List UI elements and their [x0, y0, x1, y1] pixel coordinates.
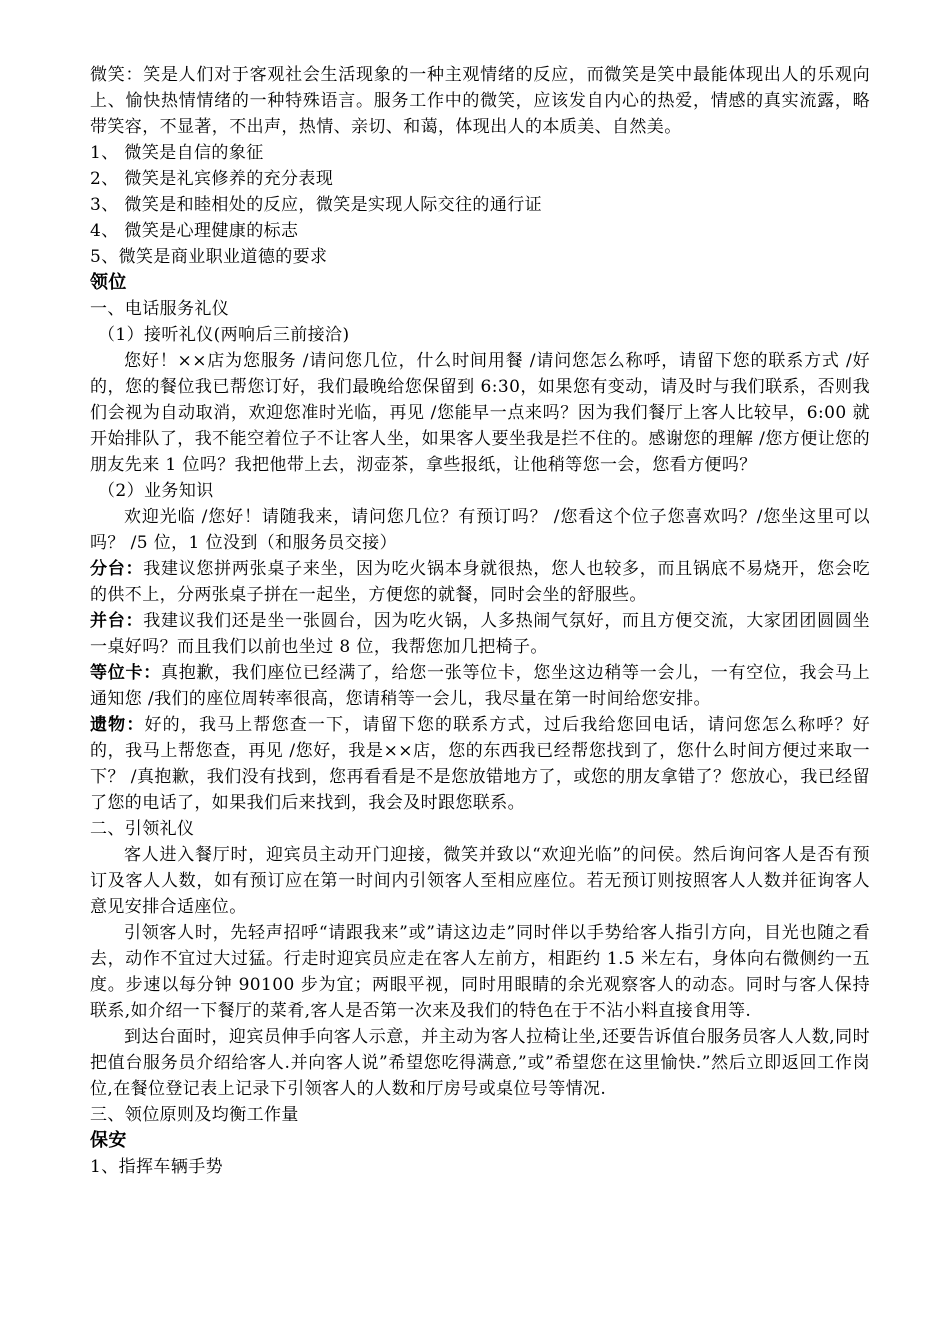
bingtai-label: 并台： [90, 611, 144, 631]
section1-sub2-title: （2）业务知识 [98, 481, 214, 501]
dengweika-text: 真抱歉，我们座位已经满了，给您一张等位卡，您坐这边稍等一会儿，一有空位，我会马上通知您 /我们的座位周转率很高，您请稍等一会儿，我尽量在第一时间给您安排。 [90, 663, 871, 709]
document-page [90, 62, 870, 1180]
fentai-label: 分台： [90, 559, 144, 579]
yiwu-text: 好的，我马上帮您查一下，请留下您的联系方式，过后我给您回电话，请问您怎么称呼？好的，我马上帮您查，再见 /您好，我是××店，您的东西我已经帮您找到了，您什么时间方便过来取一下？ /真抱歉，我们没有找到，您再看看是不是您放错地方了，或您的朋友拿错了？您放心，我已经留了您的电话了，如果我们后来找到，我会及时跟您联系。 [90, 715, 871, 813]
bingtai-paragraph [90, 608, 870, 660]
section2-para-3: 到达台面时，迎宾员伸手向客人示意，并主动为客人拉椅让坐,还要告诉值台服务员客人人数,同时把值台服务员介绍给客人.并向客人说”希望您吃得满意,”或”希望您在这里愉快.”然后立即返回工作岗位,在餐位登记表上记录下引领客人的人数和厅房号或桌位号等情况. [90, 1027, 870, 1099]
dengweika-label: 等位卡： [90, 663, 161, 683]
smile-point-2: 2、 微笑是礼宾修养的充分表现 [90, 169, 334, 189]
smile-point-1: 1、 微笑是自信的象征 [90, 143, 264, 163]
section3-title: 三、领位原则及均衡工作量 [90, 1105, 299, 1125]
bingtai-text: 我建议我们还是坐一张圆台，因为吃火锅，人多热闹气氛好，而且方便交流，大家团团圆圆坐一桌好吗？而且我们以前也坐过 8 位，我帮您加几把椅子。 [90, 611, 871, 657]
yiwu-label: 遗物： [90, 715, 145, 735]
smile-intro: 微笑：笑是人们对于客观社会生活现象的一种主观情绪的反应，而微笑是笑中最能体现出人的乐观向上、愉快热情情绪的一种特殊语言。服务工作中的微笑，应该发自内心的热爱，情感的真实流露，略带笑容，不显著，不出声，热情、亲切、和蔼，体现出人的本质美、自然美。 [90, 65, 870, 137]
section2-para-1: 客人进入餐厅时，迎宾员主动开门迎接，微笑并致以“欢迎光临”的问侯。然后询问客人是否有预订及客人人数，如有预订应在第一时间内引领客人至相应座位。若无预订则按照客人人数并征询客人意见安排合适座位。 [90, 845, 870, 917]
section1-sub1-title: （1）接听礼仪(两响后三前接洽) [98, 325, 350, 345]
section1-sub2-text: 欢迎光临 /您好！请随我来，请问您几位？有预订吗？ /您看这个位子您喜欢吗？/您坐这里可以吗？ /5 位，1 位没到（和服务员交接） [90, 507, 870, 553]
section2-title: 二、引领礼仪 [90, 819, 195, 839]
smile-point-5: 5、微笑是商业职业道德的要求 [90, 247, 328, 267]
dengweika-paragraph [90, 660, 870, 712]
baoan-item-1: 1、指挥车辆手势 [90, 1157, 224, 1177]
section1-title: 一、电话服务礼仪 [90, 299, 230, 319]
lingwei-heading: 领位 [90, 272, 127, 293]
fentai-paragraph [90, 556, 870, 608]
section2-para-2: 引领客人时，先轻声招呼“请跟我来”或”请这边走”同时伴以手势给客人指引方向，目光也随之看去，动作不宜过大过猛。行走时迎宾员应走在客人左前方，相距约 1.5 米左右，身体向右微侧约一五度。步速以每分钟 90100 步为宜；两眼平视，同时用眼睛的余光观察客人的动态。同时与客人保持联系,如介绍一下餐厅的菜肴,客人是否第一次来及我们的特色在于不沾小料直接食用等. [90, 923, 870, 1021]
baoan-heading: 保安 [90, 1130, 127, 1151]
smile-point-4: 4、 微笑是心理健康的标志 [90, 221, 299, 241]
section1-sub1-text: 您好！××店为您服务 /请问您几位，什么时间用餐 /请问您怎么称呼，请留下您的联系方式 /好的，您的餐位我已帮您订好，我们最晚给您保留到 6:30，如果您有变动，请及时与我们联系，否则我们会视为自动取消，欢迎您准时光临，再见 /您能早一点来吗？因为我们餐厅上客人比较早，6:00 就开始排队了，我不能空着位子不让客人坐，如果客人要坐我是拦不住的。感谢您的理解 /您方便让您的朋友先来 1 位吗？我把他带上去，沏壶茶，拿些报纸，让他稍等您一会，您看方便吗？ [90, 351, 870, 475]
fentai-text: 我建议您拼两张桌子来坐，因为吃火锅本身就很热，您人也较多，而且锅底不易烧开，您会吃的供不上，分两张桌子拼在一起坐，方便您的就餐，同时会坐的舒服些。 [90, 559, 871, 605]
smile-point-3: 3、 微笑是和睦相处的反应，微笑是实现人际交往的通行证 [90, 195, 543, 215]
yiwu-paragraph [90, 712, 870, 816]
